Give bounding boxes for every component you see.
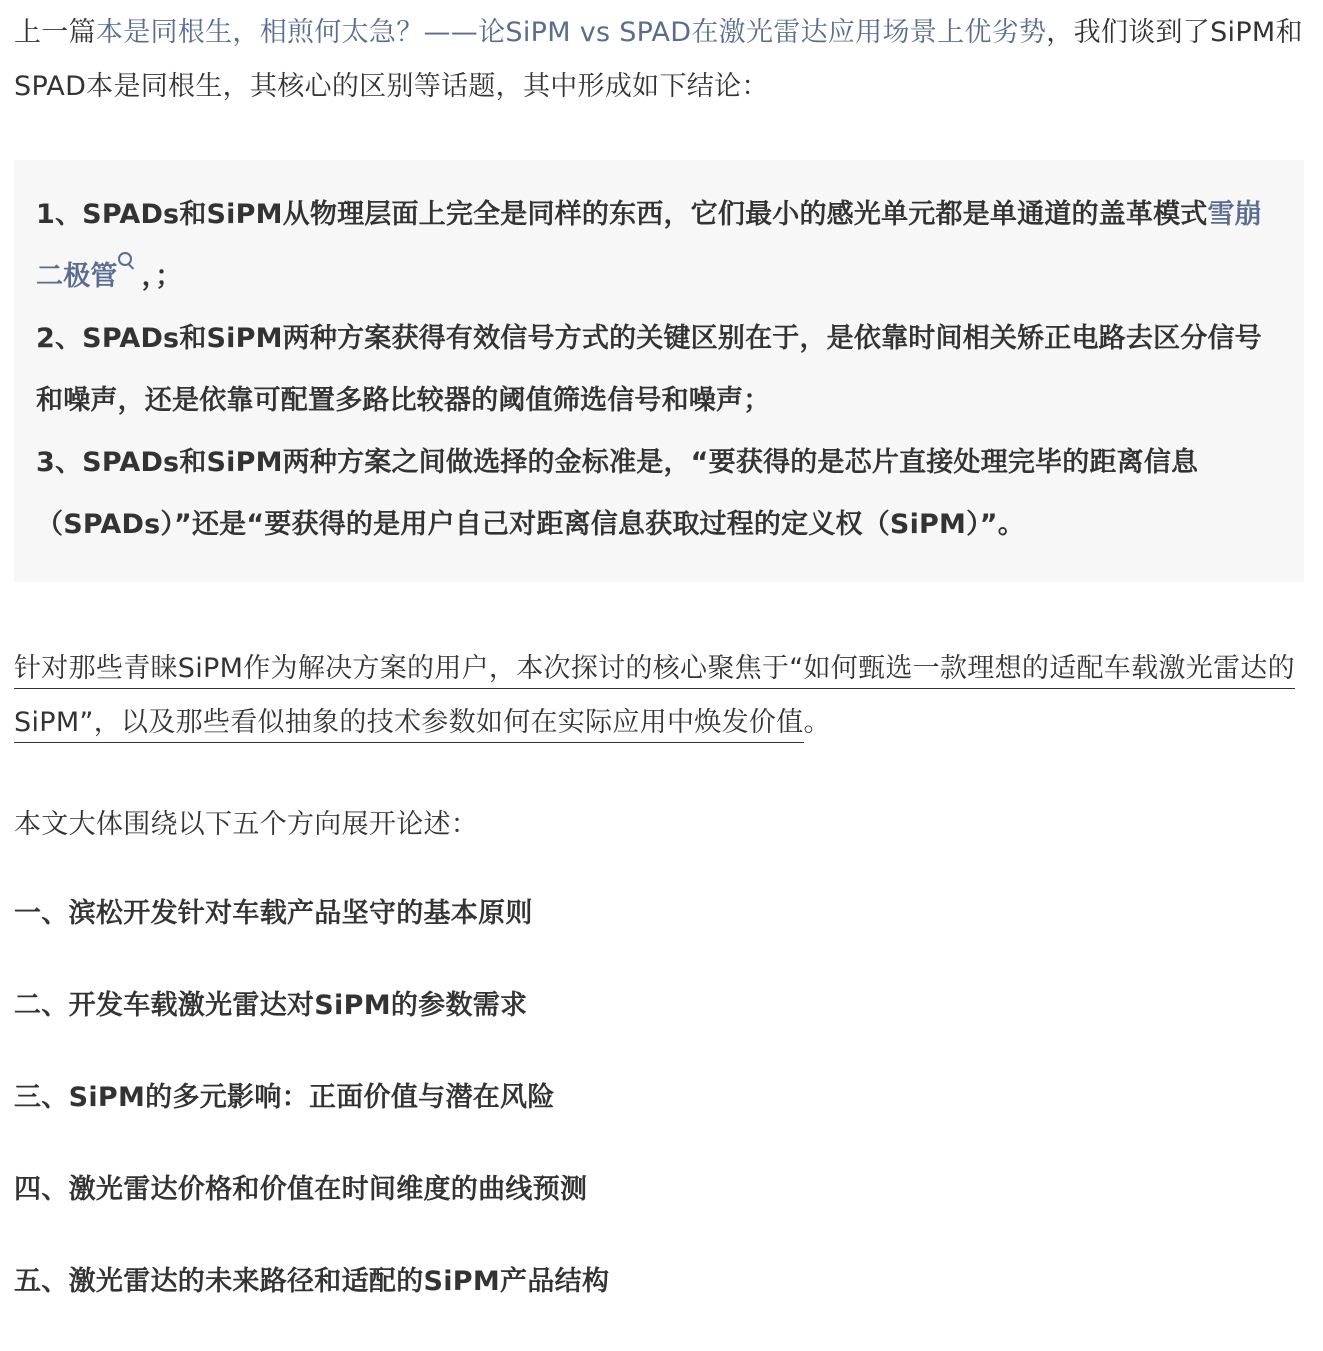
conclusion-block [14,160,1304,582]
section-heading-3: 三、SiPM的多元影响：正面价值与潜在风险 [14,1082,555,1113]
section-heading-4: 四、激光雷达价格和价值在时间维度的曲线预测 [14,1174,588,1205]
intro-paragraph [14,0,1304,114]
focus-underlined-text: 针对那些青睐SiPM作为解决方案的用户，本次探讨的核心聚焦于“如何甄选一款理想的适配车载激光雷达的SiPM”，以及那些看似抽象的技术参数如何在实际应用中焕发价值 [14,653,1295,743]
conclusion-item-1-text: 1、SPADs和SiPM从物理层面上完全是同样的东西，它们最小的感光单元都是单通道的盖革模式 [36,199,1208,230]
article-body [14,0,1304,1302]
focus-end: 。 [803,707,831,738]
conclusion-item-1-end: ，； [141,261,183,292]
section-heading-1: 一、滨松开发针对车载产品坚守的基本原则 [14,898,533,929]
outline-intro: 本文大体围绕以下五个方向展开论述： [14,809,479,840]
conclusion-item-2: 2、SPADs和SiPM两种方案获得有效信号方式的关键区别在于，是依靠时间相关矫正电路去区分信号和噪声，还是依靠可配置多路比较器的阈值筛选信号和噪声； [36,323,1262,416]
conclusion-item-3: 3、SPADs和SiPM两种方案之间做选择的金标准是，“要获得的是芯片直接处理完毕的距离信息（SPADs）”还是“要获得的是用户自己对距离信息获取过程的定义权（SiPM）”。 [36,447,1199,540]
section-heading-5: 五、激光雷达的未来路径和适配的SiPM产品结构 [14,1266,610,1297]
intro-prefix: 上一篇 [14,17,96,48]
focus-paragraph [14,642,1304,750]
previous-article-link[interactable]: 本是同根生，相煎何太急？——论SiPM vs SPAD在激光雷达应用场景上优劣势 [95,17,1047,48]
conclusion-item-1 [36,184,1282,308]
section-outline-list [14,894,1304,1302]
search-icon[interactable] [118,252,136,274]
intro-suffix: ，我们谈到了SiPM和SPAD本是同根生，其核心的区别等话题，其中形成如下结论： [14,17,1303,102]
section-heading-2: 二、开发车载激光雷达对SiPM的参数需求 [14,990,528,1021]
avalanche-diode-link[interactable]: 雪崩二极管 [36,199,1262,292]
